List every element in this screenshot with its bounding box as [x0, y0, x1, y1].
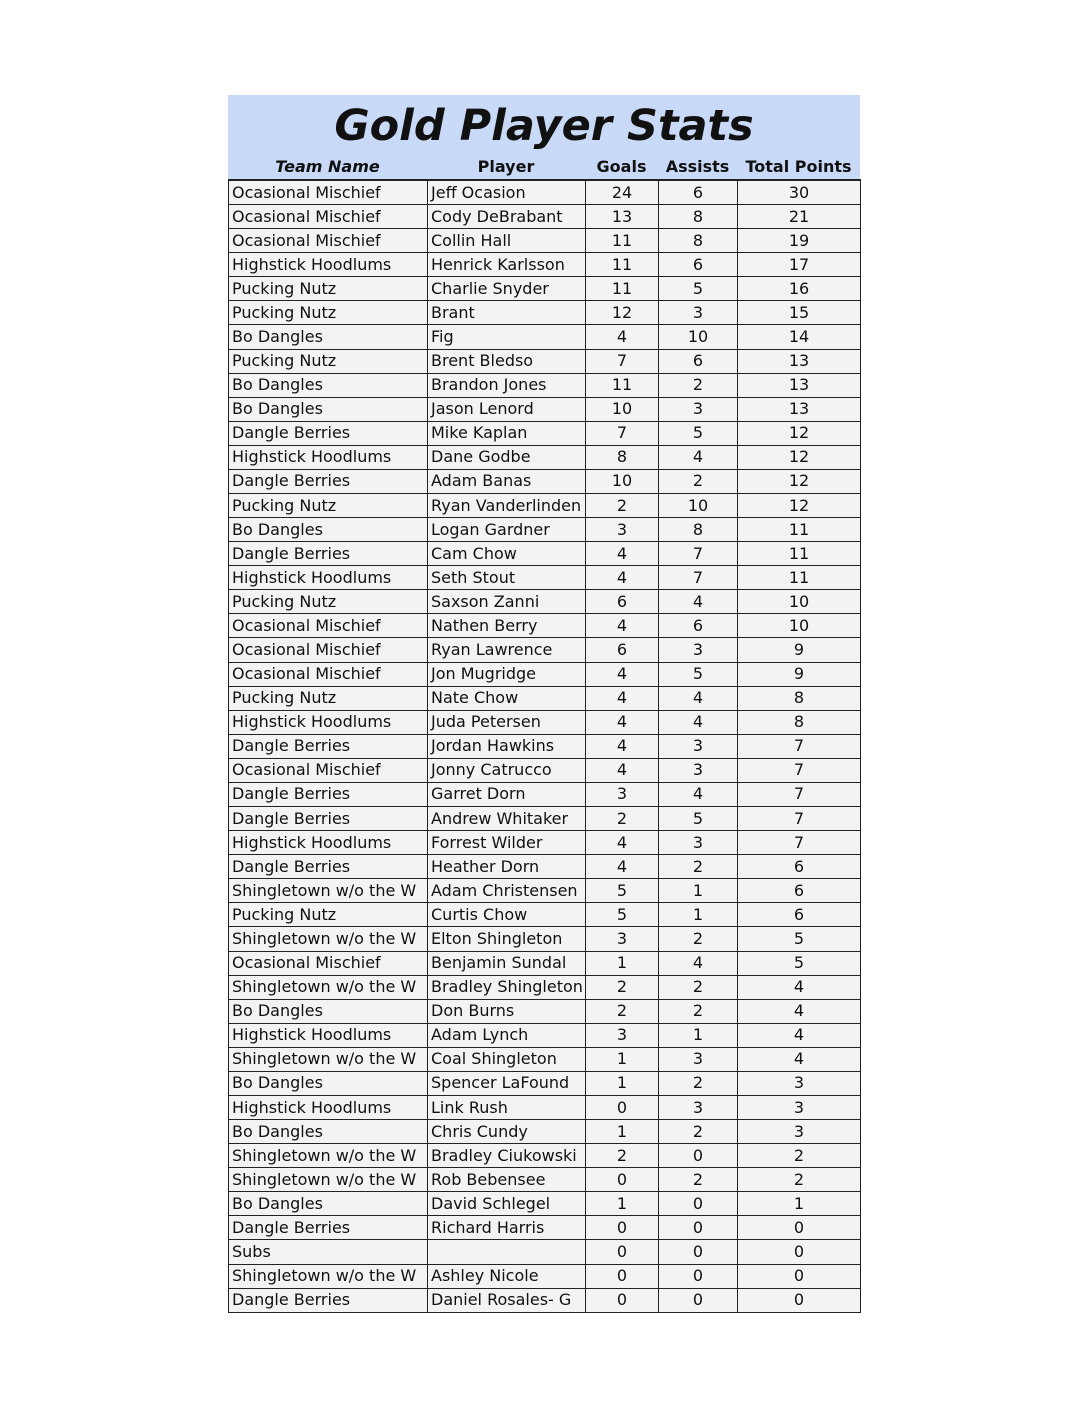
goals-cell: 2	[586, 999, 659, 1023]
assists-cell: 1	[659, 903, 738, 927]
team-cell: Shingletown w/o the W	[229, 1047, 428, 1071]
player-cell: Don Burns	[428, 999, 586, 1023]
header-band	[228, 95, 860, 179]
goals-cell: 0	[586, 1264, 659, 1288]
player-cell: Mike Kaplan	[428, 421, 586, 445]
player-cell: Charlie Snyder	[428, 277, 586, 301]
assists-cell: 8	[659, 518, 738, 542]
goals-cell: 4	[586, 662, 659, 686]
player-cell: Heather Dorn	[428, 855, 586, 879]
assists-cell: 4	[659, 710, 738, 734]
assists-cell: 3	[659, 638, 738, 662]
assists-cell: 0	[659, 1264, 738, 1288]
goals-cell: 0	[586, 1168, 659, 1192]
total-points-cell: 2	[738, 1144, 861, 1168]
player-cell: Benjamin Sundal	[428, 951, 586, 975]
total-points-cell: 11	[738, 542, 861, 566]
assists-cell: 4	[659, 445, 738, 469]
header-goals: Goals	[596, 157, 647, 176]
goals-cell: 4	[586, 686, 659, 710]
assists-cell: 3	[659, 1095, 738, 1119]
header-team-name: Team Name	[275, 157, 380, 176]
goals-cell: 2	[586, 807, 659, 831]
assists-cell: 1	[659, 879, 738, 903]
table-row	[229, 397, 861, 421]
total-points-cell: 6	[738, 879, 861, 903]
table-row	[229, 469, 861, 493]
total-points-cell: 0	[738, 1288, 861, 1312]
player-cell: Dane Godbe	[428, 445, 586, 469]
total-points-cell: 8	[738, 686, 861, 710]
player-cell: Daniel Rosales- G	[428, 1288, 586, 1312]
assists-cell: 6	[659, 253, 738, 277]
total-points-cell: 4	[738, 975, 861, 999]
player-cell: Bradley Shingleton	[428, 975, 586, 999]
assists-cell: 2	[659, 469, 738, 493]
player-cell: Henrick Karlsson	[428, 253, 586, 277]
page-title: Gold Player Stats	[334, 101, 754, 151]
goals-cell: 0	[586, 1288, 659, 1312]
table-row	[229, 253, 861, 277]
goals-cell: 12	[586, 301, 659, 325]
table-row	[229, 782, 861, 806]
player-cell: Link Rush	[428, 1095, 586, 1119]
total-points-cell: 6	[738, 903, 861, 927]
player-cell: Juda Petersen	[428, 710, 586, 734]
assists-cell: 5	[659, 807, 738, 831]
team-cell: Shingletown w/o the W	[229, 1264, 428, 1288]
total-points-cell: 0	[738, 1240, 861, 1264]
assists-cell: 7	[659, 566, 738, 590]
table-row	[229, 686, 861, 710]
player-cell: Adam Christensen	[428, 879, 586, 903]
total-points-cell: 3	[738, 1120, 861, 1144]
player-cell: Curtis Chow	[428, 903, 586, 927]
team-cell: Highstick Hoodlums	[229, 710, 428, 734]
assists-cell: 0	[659, 1216, 738, 1240]
table-row	[229, 205, 861, 229]
team-cell: Highstick Hoodlums	[229, 445, 428, 469]
goals-cell: 1	[586, 951, 659, 975]
total-points-cell: 15	[738, 301, 861, 325]
total-points-cell: 19	[738, 229, 861, 253]
table-row	[229, 1264, 861, 1288]
table-row	[229, 1192, 861, 1216]
team-cell: Dangle Berries	[229, 734, 428, 758]
table-row	[229, 855, 861, 879]
assists-cell: 4	[659, 686, 738, 710]
assists-cell: 2	[659, 1120, 738, 1144]
table-row	[229, 590, 861, 614]
total-points-cell: 12	[738, 421, 861, 445]
assists-cell: 2	[659, 1168, 738, 1192]
goals-cell: 2	[586, 1144, 659, 1168]
player-cell: Seth Stout	[428, 566, 586, 590]
team-cell: Dangle Berries	[229, 542, 428, 566]
table-row	[229, 421, 861, 445]
total-points-cell: 12	[738, 494, 861, 518]
table-row	[229, 566, 861, 590]
total-points-cell: 11	[738, 566, 861, 590]
assists-cell: 2	[659, 975, 738, 999]
goals-cell: 4	[586, 831, 659, 855]
goals-cell: 3	[586, 518, 659, 542]
team-cell: Ocasional Mischief	[229, 638, 428, 662]
team-cell: Bo Dangles	[229, 1120, 428, 1144]
stats-sheet	[228, 95, 860, 1313]
assists-cell: 5	[659, 421, 738, 445]
goals-cell: 4	[586, 566, 659, 590]
player-cell: Fig	[428, 325, 586, 349]
table-row	[229, 807, 861, 831]
player-cell: Rob Bebensee	[428, 1168, 586, 1192]
team-cell: Ocasional Mischief	[229, 662, 428, 686]
assists-cell: 3	[659, 301, 738, 325]
goals-cell: 4	[586, 734, 659, 758]
assists-cell: 4	[659, 782, 738, 806]
goals-cell: 4	[586, 710, 659, 734]
assists-cell: 5	[659, 277, 738, 301]
goals-cell: 4	[586, 325, 659, 349]
player-cell: Andrew Whitaker	[428, 807, 586, 831]
player-cell: Spencer LaFound	[428, 1071, 586, 1095]
assists-cell: 6	[659, 349, 738, 373]
player-cell: Jason Lenord	[428, 397, 586, 421]
player-cell: Cody DeBrabant	[428, 205, 586, 229]
team-cell: Subs	[229, 1240, 428, 1264]
assists-cell: 2	[659, 855, 738, 879]
total-points-cell: 4	[738, 1023, 861, 1047]
goals-cell: 3	[586, 927, 659, 951]
goals-cell: 11	[586, 277, 659, 301]
assists-cell: 2	[659, 1071, 738, 1095]
total-points-cell: 16	[738, 277, 861, 301]
total-points-cell: 4	[738, 999, 861, 1023]
team-cell: Dangle Berries	[229, 782, 428, 806]
team-cell: Dangle Berries	[229, 1288, 428, 1312]
table-row	[229, 1023, 861, 1047]
total-points-cell: 9	[738, 662, 861, 686]
table-row	[229, 734, 861, 758]
player-cell: Jonny Catrucco	[428, 758, 586, 782]
team-cell: Shingletown w/o the W	[229, 1144, 428, 1168]
player-cell	[428, 1240, 586, 1264]
assists-cell: 2	[659, 927, 738, 951]
player-cell: Brandon Jones	[428, 373, 586, 397]
player-cell: Ryan Vanderlinden	[428, 494, 586, 518]
table-row	[229, 1288, 861, 1312]
goals-cell: 2	[586, 975, 659, 999]
player-cell: Collin Hall	[428, 229, 586, 253]
assists-cell: 3	[659, 734, 738, 758]
table-row	[229, 662, 861, 686]
team-cell: Highstick Hoodlums	[229, 831, 428, 855]
team-cell: Ocasional Mischief	[229, 229, 428, 253]
player-cell: Elton Shingleton	[428, 927, 586, 951]
table-row	[229, 1144, 861, 1168]
player-cell: Jon Mugridge	[428, 662, 586, 686]
team-cell: Shingletown w/o the W	[229, 1168, 428, 1192]
total-points-cell: 13	[738, 397, 861, 421]
table-row	[229, 831, 861, 855]
player-cell: Logan Gardner	[428, 518, 586, 542]
team-cell: Bo Dangles	[229, 373, 428, 397]
team-cell: Pucking Nutz	[229, 494, 428, 518]
table-row	[229, 975, 861, 999]
goals-cell: 24	[586, 180, 659, 205]
table-row	[229, 951, 861, 975]
goals-cell: 11	[586, 373, 659, 397]
team-cell: Bo Dangles	[229, 1071, 428, 1095]
total-points-cell: 7	[738, 734, 861, 758]
total-points-cell: 7	[738, 831, 861, 855]
assists-cell: 3	[659, 758, 738, 782]
table-row	[229, 1240, 861, 1264]
goals-cell: 7	[586, 349, 659, 373]
table-row	[229, 349, 861, 373]
table-row	[229, 638, 861, 662]
goals-cell: 8	[586, 445, 659, 469]
total-points-cell: 3	[738, 1071, 861, 1095]
table-row	[229, 1168, 861, 1192]
table-row	[229, 373, 861, 397]
team-cell: Highstick Hoodlums	[229, 566, 428, 590]
table-row	[229, 1047, 861, 1071]
player-cell: Saxson Zanni	[428, 590, 586, 614]
team-cell: Pucking Nutz	[229, 349, 428, 373]
total-points-cell: 10	[738, 614, 861, 638]
player-cell: Bradley Ciukowski	[428, 1144, 586, 1168]
goals-cell: 11	[586, 229, 659, 253]
goals-cell: 4	[586, 758, 659, 782]
team-cell: Bo Dangles	[229, 999, 428, 1023]
total-points-cell: 2	[738, 1168, 861, 1192]
team-cell: Dangle Berries	[229, 469, 428, 493]
player-cell: Cam Chow	[428, 542, 586, 566]
table-row	[229, 927, 861, 951]
assists-cell: 1	[659, 1023, 738, 1047]
total-points-cell: 12	[738, 445, 861, 469]
assists-cell: 10	[659, 494, 738, 518]
team-cell: Highstick Hoodlums	[229, 253, 428, 277]
team-cell: Dangle Berries	[229, 421, 428, 445]
table-row	[229, 1071, 861, 1095]
team-cell: Ocasional Mischief	[229, 614, 428, 638]
team-cell: Bo Dangles	[229, 518, 428, 542]
assists-cell: 4	[659, 590, 738, 614]
total-points-cell: 14	[738, 325, 861, 349]
team-cell: Dangle Berries	[229, 855, 428, 879]
assists-cell: 6	[659, 614, 738, 638]
goals-cell: 7	[586, 421, 659, 445]
assists-cell: 8	[659, 229, 738, 253]
goals-cell: 1	[586, 1120, 659, 1144]
table-row	[229, 445, 861, 469]
goals-cell: 5	[586, 903, 659, 927]
assists-cell: 2	[659, 373, 738, 397]
goals-cell: 1	[586, 1071, 659, 1095]
player-cell: David Schlegel	[428, 1192, 586, 1216]
total-points-cell: 21	[738, 205, 861, 229]
table-row	[229, 518, 861, 542]
total-points-cell: 13	[738, 373, 861, 397]
player-cell: Nathen Berry	[428, 614, 586, 638]
player-cell: Ashley Nicole	[428, 1264, 586, 1288]
total-points-cell: 12	[738, 469, 861, 493]
total-points-cell: 0	[738, 1264, 861, 1288]
player-cell: Nate Chow	[428, 686, 586, 710]
goals-cell: 0	[586, 1095, 659, 1119]
player-cell: Garret Dorn	[428, 782, 586, 806]
table-row	[229, 277, 861, 301]
team-cell: Dangle Berries	[229, 1216, 428, 1240]
assists-cell: 10	[659, 325, 738, 349]
total-points-cell: 13	[738, 349, 861, 373]
goals-cell: 6	[586, 638, 659, 662]
player-cell: Jordan Hawkins	[428, 734, 586, 758]
total-points-cell: 8	[738, 710, 861, 734]
table-row	[229, 999, 861, 1023]
team-cell: Pucking Nutz	[229, 903, 428, 927]
total-points-cell: 1	[738, 1192, 861, 1216]
total-points-cell: 4	[738, 1047, 861, 1071]
total-points-cell: 10	[738, 590, 861, 614]
assists-cell: 6	[659, 180, 738, 205]
table-row	[229, 1216, 861, 1240]
goals-cell: 1	[586, 1192, 659, 1216]
table-row	[229, 229, 861, 253]
assists-cell: 3	[659, 397, 738, 421]
goals-cell: 4	[586, 542, 659, 566]
team-cell: Highstick Hoodlums	[229, 1095, 428, 1119]
assists-cell: 0	[659, 1240, 738, 1264]
goals-cell: 1	[586, 1047, 659, 1071]
total-points-cell: 30	[738, 180, 861, 205]
table-row	[229, 614, 861, 638]
player-cell: Brent Bledso	[428, 349, 586, 373]
header-total-points: Total Points	[745, 157, 852, 176]
stats-table-body	[229, 180, 861, 1312]
total-points-cell: 5	[738, 951, 861, 975]
team-cell: Bo Dangles	[229, 1192, 428, 1216]
total-points-cell: 6	[738, 855, 861, 879]
team-cell: Ocasional Mischief	[229, 951, 428, 975]
goals-cell: 0	[586, 1216, 659, 1240]
header-player: Player	[477, 157, 535, 176]
goals-cell: 2	[586, 494, 659, 518]
team-cell: Ocasional Mischief	[229, 180, 428, 205]
player-cell: Jeff Ocasion	[428, 180, 586, 205]
total-points-cell: 3	[738, 1095, 861, 1119]
assists-cell: 3	[659, 831, 738, 855]
team-cell: Bo Dangles	[229, 325, 428, 349]
total-points-cell: 9	[738, 638, 861, 662]
stats-table	[228, 179, 861, 1313]
table-row	[229, 710, 861, 734]
table-row	[229, 494, 861, 518]
assists-cell: 0	[659, 1288, 738, 1312]
table-row	[229, 1095, 861, 1119]
player-cell: Ryan Lawrence	[428, 638, 586, 662]
goals-cell: 10	[586, 469, 659, 493]
player-cell: Coal Shingleton	[428, 1047, 586, 1071]
table-row	[229, 1120, 861, 1144]
team-cell: Bo Dangles	[229, 397, 428, 421]
goals-cell: 11	[586, 253, 659, 277]
total-points-cell: 7	[738, 782, 861, 806]
table-row	[229, 758, 861, 782]
team-cell: Highstick Hoodlums	[229, 1023, 428, 1047]
table-row	[229, 879, 861, 903]
goals-cell: 4	[586, 855, 659, 879]
header-assists: Assists	[665, 157, 730, 176]
team-cell: Shingletown w/o the W	[229, 975, 428, 999]
table-row	[229, 301, 861, 325]
assists-cell: 2	[659, 999, 738, 1023]
player-cell: Chris Cundy	[428, 1120, 586, 1144]
assists-cell: 7	[659, 542, 738, 566]
table-row	[229, 542, 861, 566]
total-points-cell: 11	[738, 518, 861, 542]
player-cell: Richard Harris	[428, 1216, 586, 1240]
player-cell: Forrest Wilder	[428, 831, 586, 855]
player-cell: Adam Banas	[428, 469, 586, 493]
player-cell: Brant	[428, 301, 586, 325]
goals-cell: 0	[586, 1240, 659, 1264]
total-points-cell: 7	[738, 807, 861, 831]
team-cell: Pucking Nutz	[229, 301, 428, 325]
team-cell: Ocasional Mischief	[229, 758, 428, 782]
total-points-cell: 5	[738, 927, 861, 951]
team-cell: Pucking Nutz	[229, 590, 428, 614]
goals-cell: 13	[586, 205, 659, 229]
goals-cell: 3	[586, 782, 659, 806]
total-points-cell: 17	[738, 253, 861, 277]
assists-cell: 3	[659, 1047, 738, 1071]
goals-cell: 6	[586, 590, 659, 614]
table-row	[229, 903, 861, 927]
assists-cell: 8	[659, 205, 738, 229]
team-cell: Shingletown w/o the W	[229, 927, 428, 951]
goals-cell: 3	[586, 1023, 659, 1047]
goals-cell: 5	[586, 879, 659, 903]
team-cell: Pucking Nutz	[229, 686, 428, 710]
goals-cell: 10	[586, 397, 659, 421]
assists-cell: 5	[659, 662, 738, 686]
table-row	[229, 180, 861, 205]
assists-cell: 0	[659, 1144, 738, 1168]
total-points-cell: 0	[738, 1216, 861, 1240]
team-cell: Pucking Nutz	[229, 277, 428, 301]
team-cell: Shingletown w/o the W	[229, 879, 428, 903]
total-points-cell: 7	[738, 758, 861, 782]
assists-cell: 4	[659, 951, 738, 975]
assists-cell: 0	[659, 1192, 738, 1216]
team-cell: Dangle Berries	[229, 807, 428, 831]
goals-cell: 4	[586, 614, 659, 638]
column-headers	[228, 156, 860, 178]
table-row	[229, 325, 861, 349]
team-cell: Ocasional Mischief	[229, 205, 428, 229]
player-cell: Adam Lynch	[428, 1023, 586, 1047]
